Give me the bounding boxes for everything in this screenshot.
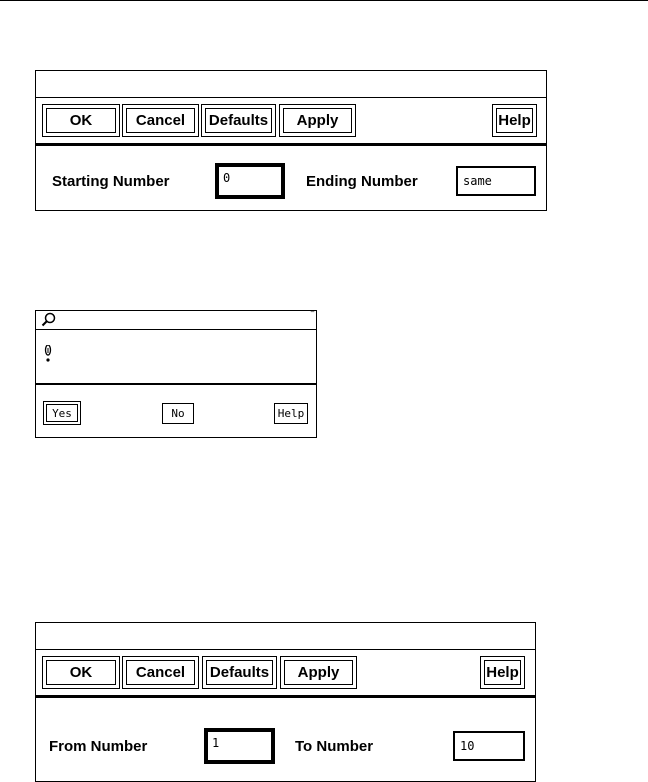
confirm-dialog [35, 310, 317, 438]
from-number-label: From Number [49, 738, 148, 755]
ok-button[interactable]: OK [42, 104, 120, 137]
window-corner-mark: ‾ [311, 311, 314, 321]
yes-button[interactable]: Yes [43, 401, 81, 425]
from-number-input[interactable]: 1 [204, 728, 275, 764]
help-button[interactable]: Help [274, 403, 308, 424]
form-title-bar [36, 623, 535, 650]
number-range-form-1 [35, 70, 547, 211]
page-top-rule [0, 0, 648, 1]
starting-number-input[interactable]: 0 [215, 163, 285, 199]
ending-number-input[interactable]: same [456, 166, 536, 196]
no-button[interactable]: No [162, 403, 194, 424]
ok-button[interactable]: OK [42, 656, 120, 689]
defaults-button[interactable]: Defaults [202, 656, 277, 689]
exclamation-icon [44, 345, 52, 368]
help-button[interactable]: Help [480, 656, 525, 689]
help-button[interactable]: Help [492, 104, 537, 137]
number-range-form-2 [35, 622, 536, 782]
apply-button[interactable]: Apply [280, 656, 357, 689]
to-number-input[interactable]: 10 [453, 731, 525, 761]
form-toolbar [36, 97, 546, 146]
starting-number-label: Starting Number [52, 173, 170, 190]
form-toolbar [36, 649, 535, 698]
cancel-button[interactable]: Cancel [122, 104, 199, 137]
cancel-button[interactable]: Cancel [122, 656, 199, 689]
to-number-label: To Number [295, 738, 374, 755]
apply-button[interactable]: Apply [279, 104, 356, 137]
confirm-title-bar [36, 311, 316, 330]
form-title-bar [36, 71, 546, 98]
confirm-message-area [36, 329, 316, 385]
ending-number-label: Ending Number [306, 173, 418, 190]
defaults-button[interactable]: Defaults [201, 104, 276, 137]
